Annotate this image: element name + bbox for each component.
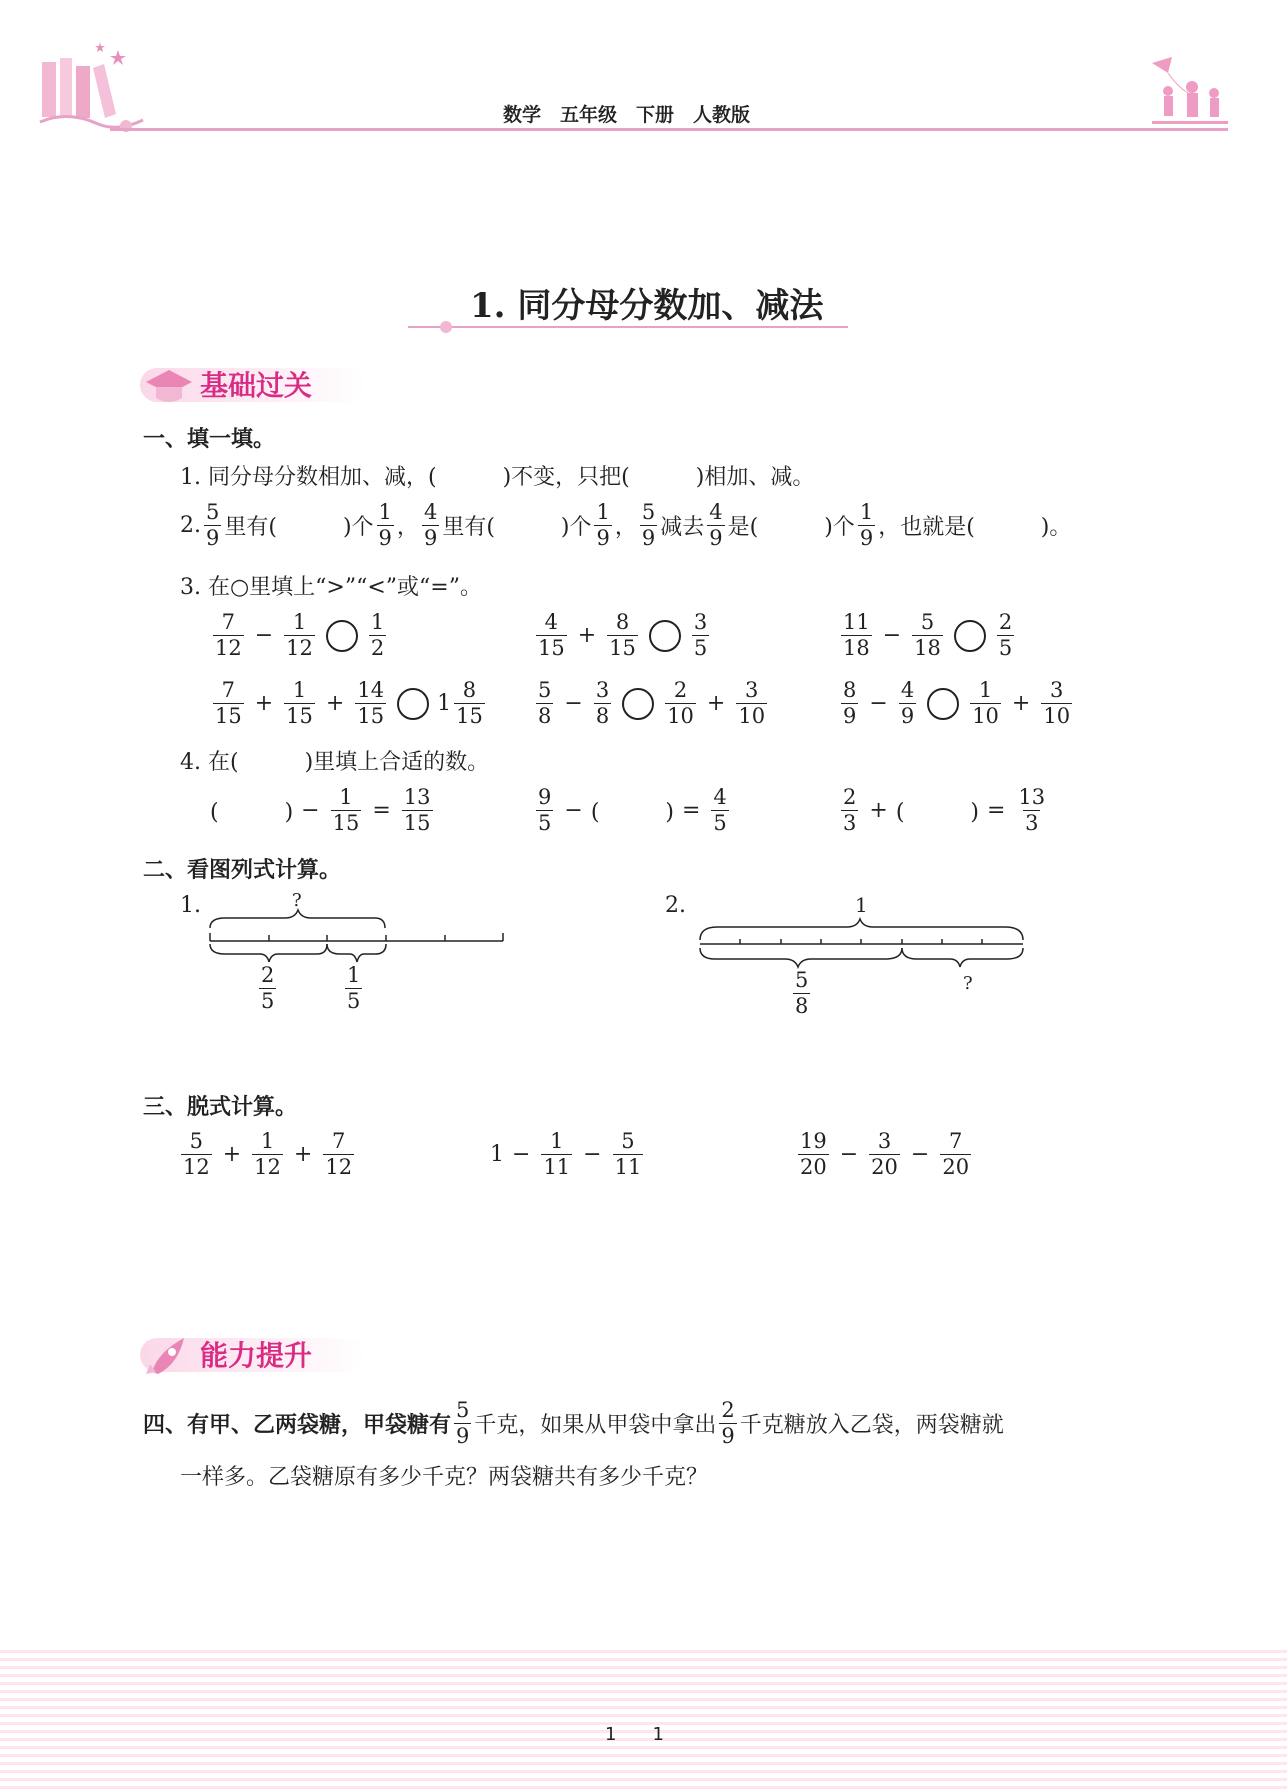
q2-heading: 二、看图列式计算。 (143, 858, 342, 883)
fill-3 (838, 787, 1050, 834)
calc-3 (795, 1131, 974, 1178)
q1-item3: 3. 在○里填上“>”“<”或“=”。 (180, 575, 482, 600)
operator: = (986, 798, 1006, 823)
operator: − (583, 1142, 602, 1167)
fraction: $\frac{7}{12}$ (215, 610, 242, 660)
header-title: 数学 五年级 下册 人教版 (503, 104, 751, 126)
fraction: $\frac{2}{10}$ (667, 678, 694, 728)
fraction: $\frac{1}{15}$ (286, 678, 313, 728)
fraction: $\frac{5}{8}$ (538, 678, 552, 728)
diagram2-q-label: ? (963, 973, 973, 994)
fraction: $\frac{13}{15}$ (403, 785, 431, 835)
operator: + (254, 691, 274, 716)
lesson-title: 1. 同分母分数加、减法 (470, 286, 824, 326)
compare-circle[interactable] (954, 620, 986, 652)
calc-1 (178, 1131, 357, 1178)
diagram1-q-label: ? (292, 890, 302, 911)
fraction: $\frac{1}{12}$ (254, 1129, 281, 1179)
q1-item2: 2. $\frac{5}{9}$ 里有( )个 $\frac{1}{9}$ ， $\frac{4}{9}$ 里有( )个 $\frac{1}{9}$ ， $\frac{5}{9}$ 减去 $\frac{4}{9}$ 是( )个 $\frac{1}{9}$ ，也就是( )。 (180, 500, 1072, 550)
fill-2 (533, 787, 732, 834)
operator: − (910, 1142, 930, 1167)
fraction: $\frac{13}{3}$ (1018, 785, 1046, 835)
fraction: $\frac{19}{20}$ (800, 1129, 827, 1179)
fraction: $\frac{1}{15}$ (332, 785, 360, 835)
operator: − (839, 1142, 859, 1167)
fraction: $\frac{5}{9}$ (206, 500, 220, 550)
fraction: $\frac{5}{9}$ (456, 1398, 470, 1448)
fraction: $\frac{3}{20}$ (871, 1129, 898, 1179)
fraction: $\frac{1}{2}$ (370, 610, 385, 660)
fraction: $\frac{8}{9}$ (843, 678, 857, 728)
rocket-icon (144, 1334, 194, 1378)
page-number: 1 1 (605, 1724, 664, 1745)
diagram1-segment (205, 908, 510, 970)
operator: − (882, 623, 902, 648)
q4-line1: 四、有甲、乙两袋糖，甲袋糖有 $\frac{5}{9}$ 千克，如果从甲袋中拿出 $\frac{2}{9}$ 千克糖放入乙袋，两袋糖就 (143, 1398, 1004, 1448)
compare-circle[interactable] (397, 688, 429, 720)
fraction: $\frac{14}{15}$ (357, 678, 385, 728)
operator: − (564, 798, 583, 823)
graduation-cap-icon (144, 366, 194, 406)
diagram1-label-1-5 (342, 965, 365, 1012)
fraction: $\frac{3}{10}$ (738, 678, 766, 728)
section-badge-advanced: 能力提升 (140, 1332, 370, 1376)
operator: + (869, 798, 888, 823)
header-kids-kite-icon (1150, 55, 1230, 130)
fraction: $\frac{7}{15}$ (215, 678, 242, 728)
operator: + (1011, 691, 1031, 716)
compare-circle[interactable] (622, 688, 654, 720)
operator: − (301, 798, 320, 823)
answer-blank[interactable]: ( ) (590, 800, 674, 825)
compare-circle[interactable] (927, 688, 959, 720)
footer-stripes (0, 1645, 1287, 1789)
q1-heading: 一、填一填。 (143, 427, 276, 452)
compare-2 (533, 612, 712, 659)
diagram2-label-5-8 (790, 970, 813, 1017)
fraction: $\frac{2}{3}$ (843, 785, 857, 835)
compare-6 (838, 680, 1075, 727)
operator: + (222, 1142, 242, 1167)
fraction: $\frac{2}{5}$ (261, 963, 275, 1013)
fraction: $\frac{4}{9}$ (709, 500, 723, 550)
fraction: $\frac{1}{12}$ (286, 610, 313, 660)
diagram2-top-label: 1 (855, 893, 868, 917)
fraction: $\frac{1}{9}$ (596, 500, 610, 550)
compare-4: $\frac{7}{15}$ + $\frac{1}{15}$ + $\frac{14}{15}$ 1 $\frac{8}{15}$ (215, 678, 483, 728)
fraction: $\frac{9}{5}$ (538, 785, 552, 835)
header-logo (38, 40, 148, 135)
compare-circle[interactable] (649, 620, 681, 652)
fraction: $\frac{11}{18}$ (843, 610, 870, 660)
compare-3 (838, 612, 1017, 659)
fraction: $\frac{8}{15}$ (456, 678, 483, 728)
fraction: $\frac{5}{11}$ (614, 1129, 642, 1179)
fraction: $\frac{5}{9}$ (641, 500, 656, 550)
operator: − (512, 1142, 531, 1167)
calc-2: 1 − $\frac{1}{11}$ − $\frac{5}{11}$ (490, 1129, 642, 1179)
fraction: $\frac{4}{5}$ (713, 785, 727, 835)
fraction: $\frac{4}{15}$ (538, 610, 565, 660)
q1-item4: 4. 在( )里填上合适的数。 (180, 750, 490, 775)
compare-circle[interactable] (326, 620, 358, 652)
fraction: $\frac{7}{20}$ (942, 1129, 970, 1179)
fraction: $\frac{5}{12}$ (183, 1129, 210, 1179)
header-line (110, 128, 1228, 131)
fraction: $\frac{3}{5}$ (693, 610, 708, 660)
diagram1-label-2-5 (256, 965, 279, 1012)
fraction: $\frac{1}{9}$ (859, 500, 874, 550)
fraction: $\frac{5}{18}$ (914, 610, 941, 660)
answer-blank[interactable]: ( ) (895, 800, 979, 825)
diagram2-segment (695, 915, 1030, 977)
fill-1 (210, 787, 436, 834)
operator: = (681, 798, 701, 823)
fraction: $\frac{4}{9}$ (423, 500, 438, 550)
fraction: $\frac{4}{9}$ (900, 678, 915, 728)
diagram1-number: 1. (180, 893, 201, 918)
fraction: $\frac{5}{8}$ (795, 968, 809, 1018)
q3-heading: 三、脱式计算。 (143, 1095, 298, 1120)
q1-item1: 1. 同分母分数相加、减，( )不变，只把( )相加、减。 (180, 465, 815, 490)
answer-blank[interactable]: ( ) (210, 800, 294, 825)
fraction: $\frac{1}{11}$ (543, 1129, 571, 1179)
title-underline (408, 321, 848, 333)
operator: + (293, 1142, 313, 1167)
operator: + (325, 691, 345, 716)
fraction: $\frac{8}{15}$ (609, 610, 636, 660)
fraction: $\frac{2}{5}$ (998, 610, 1013, 660)
fraction: $\frac{1}{10}$ (972, 678, 999, 728)
section-badge-basic: 基础过关 (140, 362, 370, 406)
operator: + (577, 623, 597, 648)
compare-1 (210, 612, 389, 659)
fraction: $\frac{3}{10}$ (1043, 678, 1071, 728)
operator: = (372, 798, 391, 823)
compare-5 (533, 680, 770, 727)
operator: − (564, 691, 583, 716)
diagram2-number: 2. (665, 893, 686, 918)
fraction: $\frac{3}{8}$ (595, 678, 610, 728)
fraction: $\frac{7}{12}$ (325, 1129, 353, 1179)
operator: + (706, 691, 726, 716)
operator: − (254, 623, 274, 648)
operator: − (869, 691, 888, 716)
q4-line2: 一样多。乙袋糖原有多少千克？两袋糖共有多少千克？ (180, 1465, 709, 1490)
fraction: $\frac{1}{5}$ (347, 963, 361, 1013)
fraction: $\frac{1}{9}$ (378, 500, 392, 550)
fraction: $\frac{2}{9}$ (721, 1398, 735, 1448)
